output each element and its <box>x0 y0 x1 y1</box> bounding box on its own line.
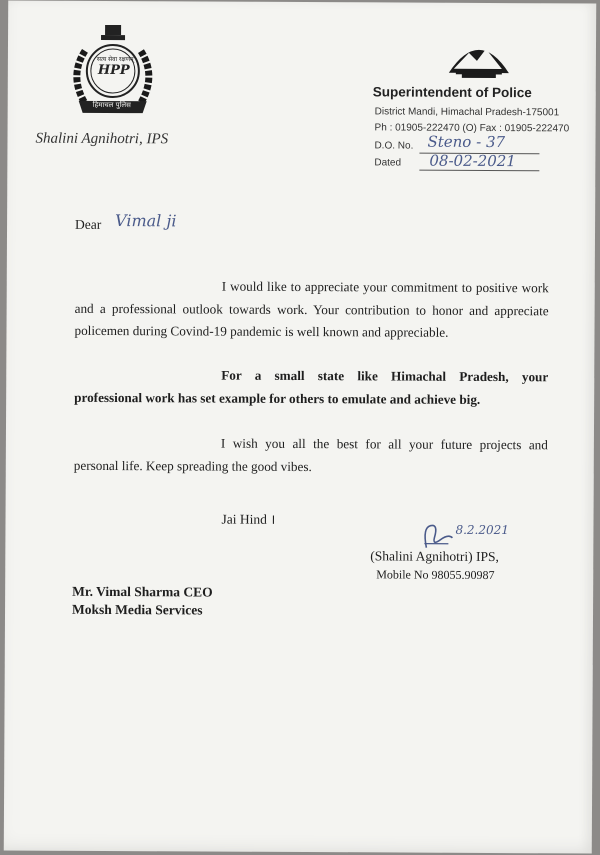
do-number-label: D.O. No. <box>374 140 414 152</box>
emblem-motto: सत्य सेवा रक्षणम् <box>96 55 134 64</box>
paragraph-3-text: I wish you all the best for all your future projects and personal life. Keep spreading the good vibes. <box>73 435 548 474</box>
dated-label: Dated <box>374 157 402 169</box>
paragraph-1 <box>74 275 548 345</box>
emblem-initials: HPP <box>97 62 130 79</box>
emblem-ribbon-text: हिमाचल पुलिस <box>92 100 131 110</box>
paragraph-1-text: I would like to appreciate your commitment to positive work and a professional outlook towards work. Your contribution to honor and appreciate policemen during Covind-19 pandemic is well known and appreciable. <box>74 278 549 340</box>
office-title: Superintendent of Police <box>372 84 532 101</box>
signatory-name: (Shalini Agnihotri) IPS, <box>370 548 500 565</box>
office-phone: Ph : 01905-222470 (O) Fax : 01905-222470 <box>374 122 570 135</box>
paragraph-2-text: For a small state like Himachal Pradesh, your professional work has set example for others to emulate and achieve big. <box>74 367 549 407</box>
signatory-mobile: Mobile No 98055.90987 <box>376 567 495 583</box>
recipient-line-2: Moksh Media Services <box>72 601 203 618</box>
salutation: Dear <box>75 216 102 232</box>
officer-name: Shalini Agnihotri, IPS <box>35 130 169 148</box>
closing-jai-hind: Jai Hind । <box>221 511 276 527</box>
do-number-value: Steno - 37 <box>427 132 506 152</box>
mountain-logo-icon <box>444 33 514 79</box>
salutation-name: Vimal ji <box>115 211 177 231</box>
letter-page <box>4 0 596 853</box>
paragraph-2 <box>74 364 548 411</box>
dated-value: 08-02-2021 <box>429 151 516 171</box>
signature-scribble <box>418 518 458 552</box>
recipient-line-1: Mr. Vimal Sharma CEO <box>72 583 213 600</box>
paragraph-3 <box>74 432 548 479</box>
signature-date: 8.2.2021 <box>455 522 509 538</box>
office-address: District Mandi, Himachal Pradesh-175001 <box>374 106 560 119</box>
police-emblem <box>63 21 164 122</box>
